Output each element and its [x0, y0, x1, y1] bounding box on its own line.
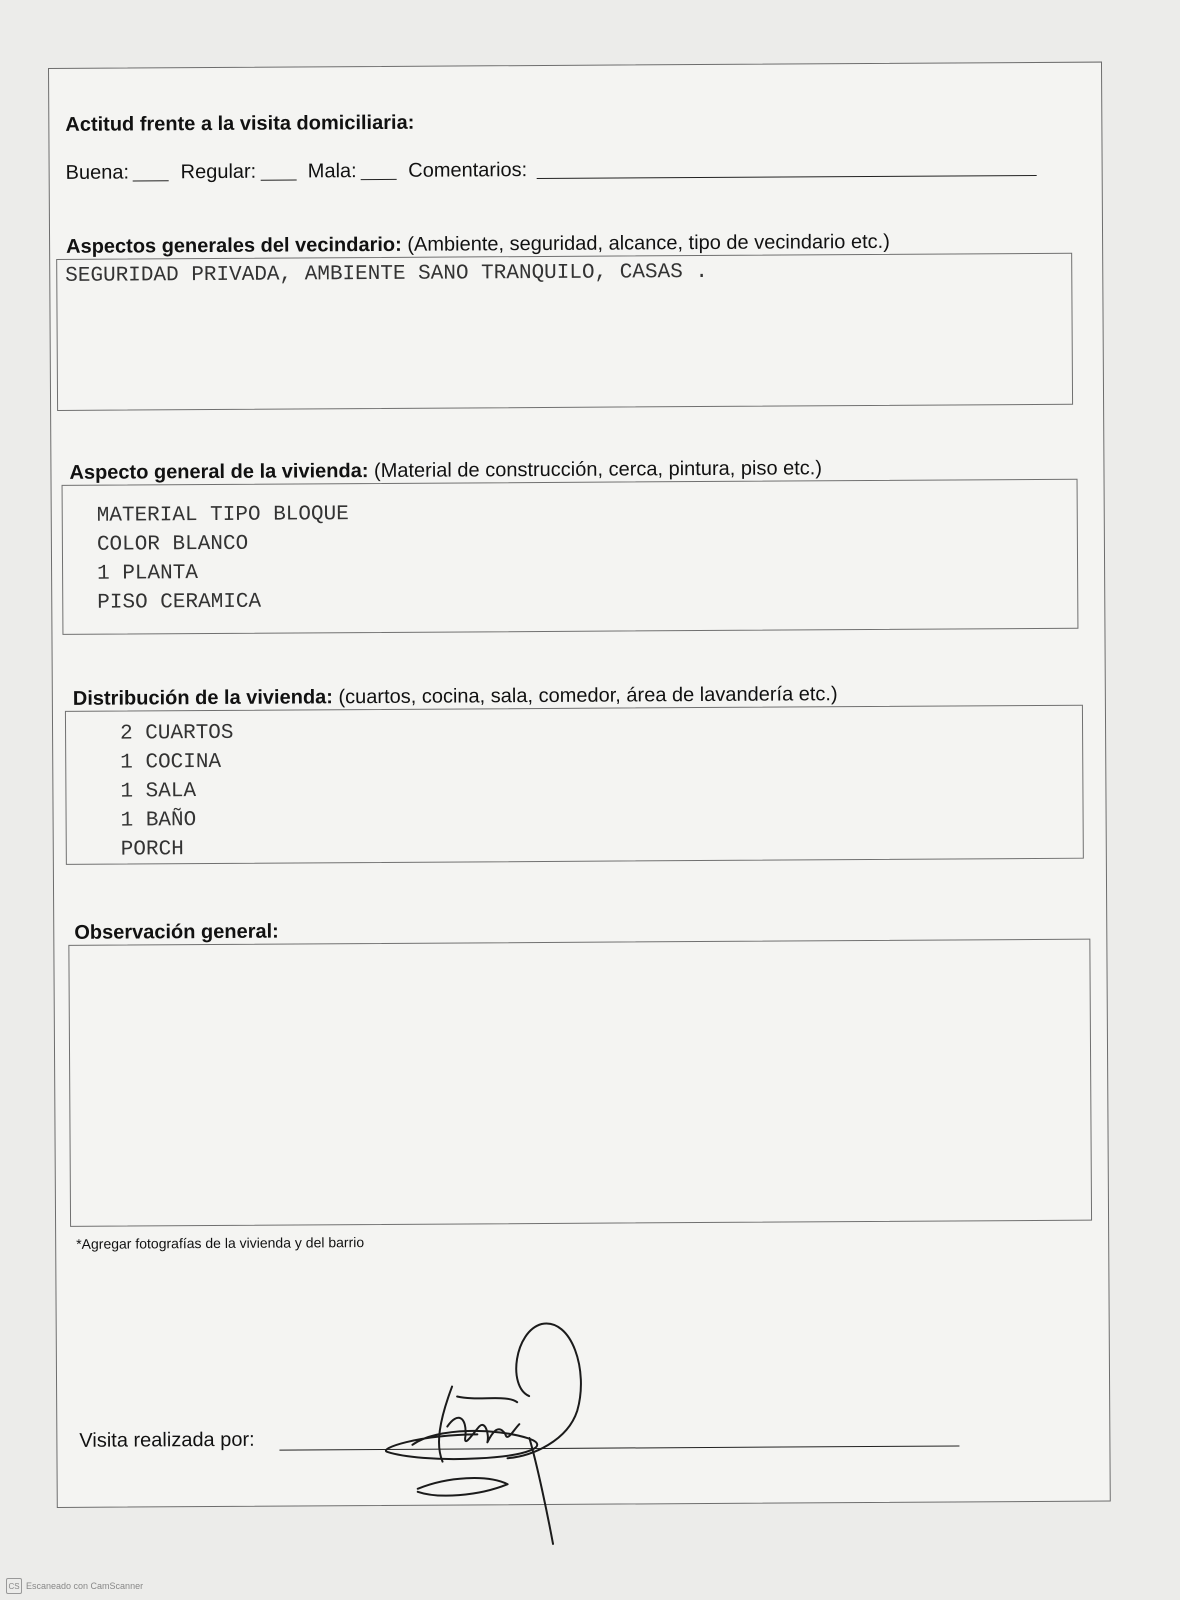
observation-heading: [74, 920, 279, 945]
camscanner-icon: CS: [6, 1578, 22, 1594]
handwritten-signature: [357, 1316, 598, 1547]
good-field[interactable]: [133, 180, 169, 181]
distribution-line: 1 BAÑO: [120, 809, 197, 833]
scanner-footer-text: Escaneado con CamScanner: [26, 1581, 144, 1591]
housing-aspect-lines: [97, 500, 350, 618]
housing-aspect-hint: (Material de construcción, cerca, pintura, piso etc.): [368, 457, 823, 483]
housing-aspect-box[interactable]: [62, 479, 1079, 635]
comments-field[interactable]: [537, 175, 1037, 179]
bad-label: Mala:: [307, 160, 357, 183]
photo-note: *Agregar fotografías de la vivienda y del barrio: [76, 1234, 365, 1252]
observation-title: Observación general:: [74, 920, 279, 944]
distribution-line: 2 CUARTOS: [119, 721, 234, 746]
attitude-options: [66, 155, 1037, 185]
scanner-footer: [6, 1578, 143, 1594]
comments-label: Comentarios:: [408, 159, 528, 182]
distribution-lines: [120, 719, 234, 865]
visit-by-label: Visita realizada por:: [79, 1428, 255, 1452]
distribution-box[interactable]: [65, 705, 1084, 865]
housing-aspect-line: COLOR BLANCO: [96, 532, 249, 557]
bad-field[interactable]: [361, 179, 397, 180]
distribution-line: 1 SALA: [120, 780, 197, 804]
distribution-title: Distribución de la vivienda:: [72, 686, 333, 710]
regular-field[interactable]: [260, 179, 296, 180]
neighborhood-box[interactable]: [56, 253, 1073, 411]
distribution-line: 1 COCINA: [120, 750, 222, 775]
good-label: Buena:: [65, 161, 130, 184]
distribution-hint: (cuartos, cocina, sala, comedor, área de lavandería etc.): [332, 683, 838, 709]
attitude-title: Actitud frente a la visita domiciliaria:: [65, 111, 415, 136]
housing-aspect-line: MATERIAL TIPO BLOQUE: [96, 503, 349, 528]
regular-label: Regular:: [180, 160, 257, 184]
housing-aspect-line: 1 PLANTA: [97, 562, 198, 586]
housing-aspect-line: PISO CERAMICA: [97, 590, 262, 615]
observation-box[interactable]: [68, 939, 1092, 1227]
neighborhood-hint: (Ambiente, seguridad, alcance, tipo de vecindario etc.): [401, 230, 890, 256]
housing-aspect-title: Aspecto general de la vivienda:: [69, 460, 369, 484]
neighborhood-text: SEGURIDAD PRIVADA, AMBIENTE SANO TRANQUILO, CASAS .: [65, 260, 709, 288]
form-page: [48, 62, 1111, 1508]
distribution-line: PORCH: [120, 838, 184, 862]
neighborhood-title: Aspectos generales del vecindario:: [66, 233, 402, 258]
